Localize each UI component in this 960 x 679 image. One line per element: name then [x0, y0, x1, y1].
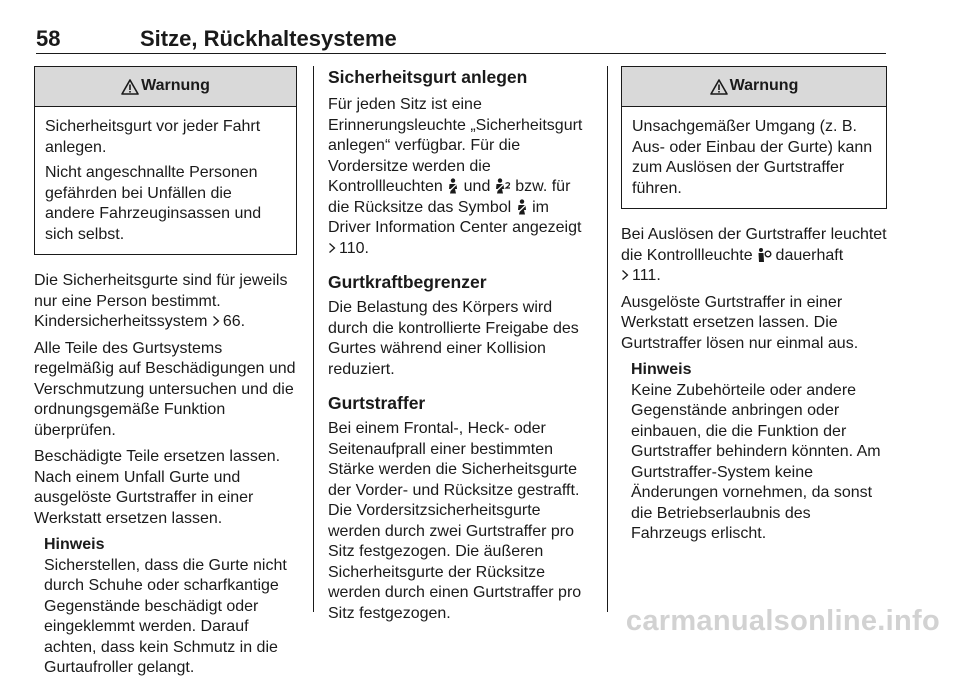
chapter-title: Sitze, Rückhaltesysteme [140, 26, 397, 51]
section-heading: Sicherheitsgurt anlegen [328, 67, 528, 87]
note-text: Keine Zubehörteile oder andere Gegenstände anbringen oder einbauen, die die Funktion der Gurtstraffer behindern könnten. Am Gurtstraffer-System keine Änderungen vornehmen, da sonst die Betriebserlaubnis des Fahrzeugs erlischt. [631, 381, 881, 542]
paragraph-text: Die Sicherheitsgurte sind für jeweils nur eine Person bestimmt. Kindersicherheitssystem [34, 272, 288, 330]
warning-text: Nicht angeschnallte Personen gefährden bei Unfällen die andere Fahrzeuginsassen und sich selbst. [45, 164, 262, 243]
warning-triangle-icon [121, 79, 139, 95]
warning-box [621, 66, 887, 209]
paragraph-text: und [463, 178, 491, 195]
warning-header [35, 67, 296, 107]
note-block [631, 360, 887, 545]
column-divider [607, 66, 608, 612]
note-title: Hinweis [631, 361, 692, 378]
note-text: Sicherstellen, dass die Gurte nicht durch Schuhe oder scharfkantige Gegenstände beschädigt oder eingeklemmt werden. Darauf achten, dass kein Schmutz in die Gurtaufroller gelangt. [44, 556, 287, 676]
warning-header [622, 67, 886, 107]
paragraph-text: bzw. für die Rücksitze das Symbol [328, 178, 571, 216]
column-right [621, 66, 887, 545]
column-left [34, 66, 297, 679]
warning-body [35, 107, 296, 254]
column-divider [313, 66, 314, 612]
page-reference[interactable]: 110. [339, 239, 369, 257]
section-heading: Gurtkraftbegrenzer [328, 272, 487, 292]
warning-body [622, 107, 886, 208]
section-heading: Gurtstraffer [328, 393, 426, 413]
paragraph-text: Für jeden Sitz ist eine Erinnerungsleuchte „Sicherheitsgurt anlegen“ verfügbar. Für die Vordersitze werden die Kontrollleuchten [328, 96, 583, 195]
paragraph [328, 95, 596, 259]
warning-box [34, 66, 297, 255]
note-block [44, 535, 297, 679]
paragraph-text: dauerhaft [775, 246, 844, 264]
paragraph: Die Belastung des Körpers wird durch die kontrollierte Freigabe des Gurtes während einer Kollision reduziert. [328, 299, 579, 378]
page-reference-arrow-icon [328, 242, 336, 254]
warning-text: Unsachgemäßer Umgang (z. B. Aus- oder Einbau der Gurte) kann zum Auslösen der Gurtstraffer führen. [632, 118, 873, 197]
page-reference-arrow-icon [621, 269, 629, 281]
paragraph [34, 271, 297, 333]
paragraph-text: Bei Auslösen der Gurtstraffer leuchtet die Kontrollleuchte [621, 226, 887, 264]
page-reference[interactable]: 66. [222, 313, 246, 330]
page-reference-arrow-icon [212, 315, 220, 327]
paragraph-text: im Driver Information Center angezeigt [328, 198, 582, 236]
paragraph: Alle Teile des Gurtsystems regelmäßig auf Beschädigungen und Verschmutzung untersuchen und die ordnungsgemäße Funktion überprüfen. [34, 339, 296, 439]
page-number: 58 [36, 26, 61, 51]
watermark: carmanualsonline.info [625, 605, 940, 637]
paragraph [621, 225, 887, 287]
note-title: Hinweis [44, 536, 105, 553]
column-middle [328, 66, 596, 624]
warning-title: Warnung [729, 77, 799, 95]
warning-text: Sicherheitsgurt vor jeder Fahrt anlegen. [45, 118, 261, 156]
seatbelt-reminder-icon [516, 199, 528, 215]
page-reference[interactable]: 111. [632, 267, 661, 284]
airbag-pretensioner-icon [757, 247, 771, 263]
paragraph: Beschädigte Teile ersetzen lassen. Nach einem Unfall Gurte und ausgelöste Gurtstraffer in einer Werkstatt ersetzen lassen. [34, 448, 281, 527]
paragraph: Bei einem Frontal-, Heck- oder Seitenaufprall einer bestimmten Stärke werden die Sicherheitsgurte der Vorder- und Rücksitze gestrafft. Die Vordersitzsicherheitsgurte werden durch zwei Gurtstraffer pro Sitz festgezogen. Die äußeren Sicherheitsgurte der Rücksitze werden durch einen Gurtstraffer pro Sitz festgezogen. [328, 420, 582, 622]
seatbelt-reminder-icon [447, 178, 459, 194]
seatbelt-reminder-rear-icon [495, 178, 511, 194]
page-header [36, 20, 886, 54]
warning-triangle-icon [710, 79, 728, 95]
warning-title: Warnung [141, 77, 210, 95]
paragraph: Ausgelöste Gurtstraffer in einer Werkstatt ersetzen lassen. Die Gurtstraffer lösen nur einmal aus. [621, 293, 859, 352]
